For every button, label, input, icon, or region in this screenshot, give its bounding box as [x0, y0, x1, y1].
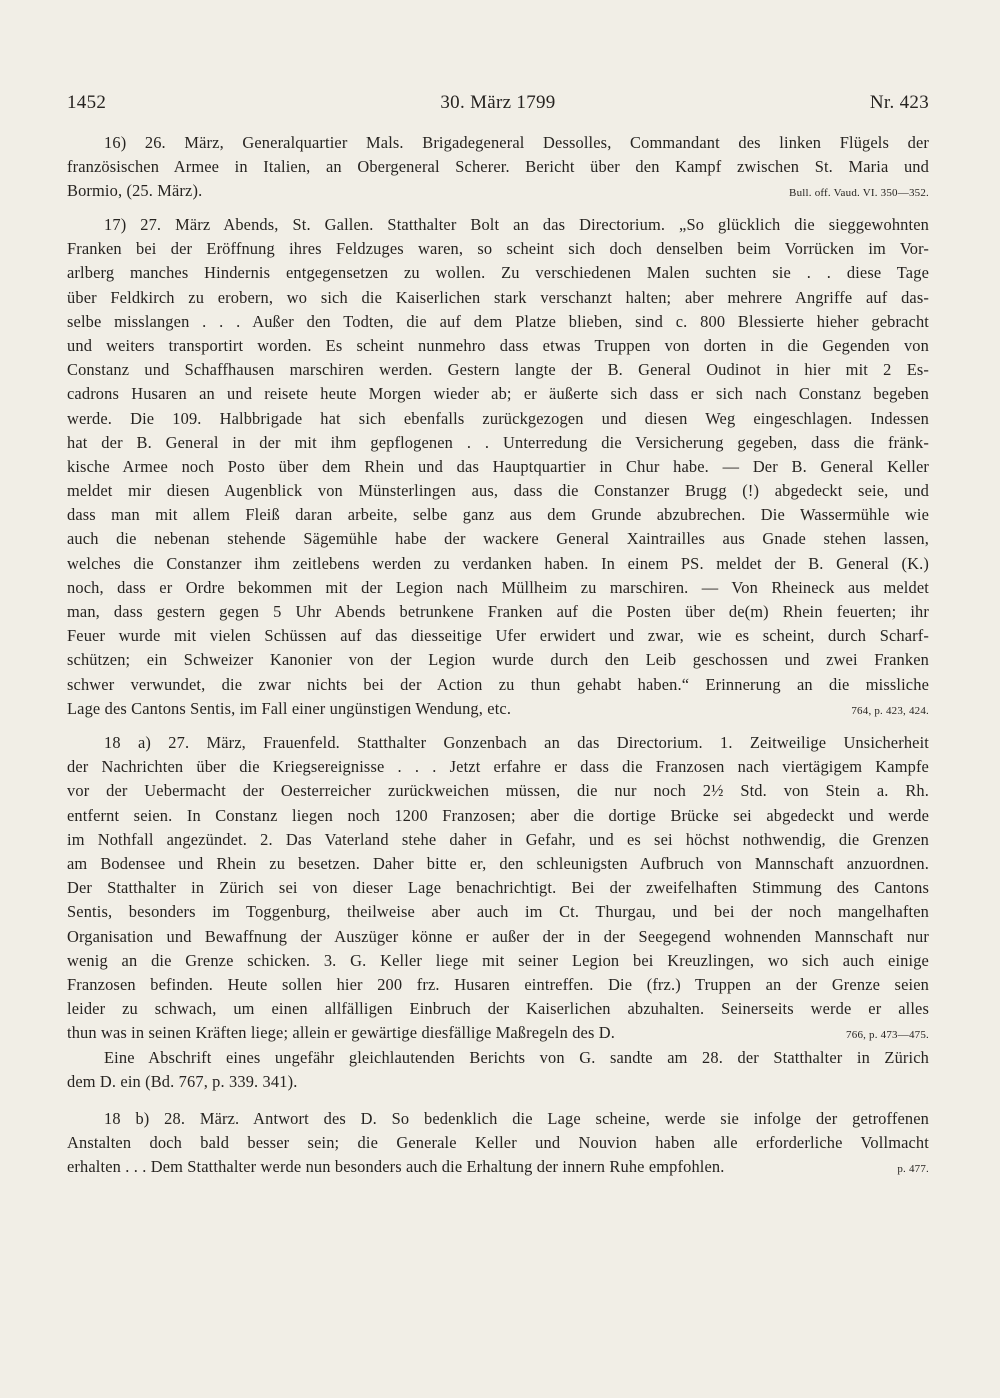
- entry-16: [67, 131, 929, 204]
- text-line: auch die nebenan stehende Sägemühle habe der wackere General Xaintrailles aus Gnade stehen lassen,: [67, 529, 929, 549]
- text-line: 18 b) 28. März. Antwort des D. So bedenklich die Lage scheine, werde sie infolge der getroffenen: [104, 1109, 929, 1128]
- entry-17: [67, 213, 929, 721]
- entry-18a: [67, 731, 929, 1045]
- text-line: meldet mir diesen Augenblick von Münsterlingen aus, dass die Constanzer Brugg (!) abgedeckt seie, und: [67, 481, 929, 501]
- page-header: [67, 92, 929, 122]
- text-line: 17) 27. März Abends, St. Gallen. Statthalter Bolt an das Directorium. „So glücklich die sieggewohnten: [104, 215, 929, 234]
- text-line: thun was in seinen Kräften liege; allein er gewärtige diesfällige Maßregeln des D.: [67, 1023, 615, 1043]
- source-reference: 764, p. 423, 424.: [851, 704, 929, 717]
- text-line: und weiters transportirt worden. Es scheint nunmehro dass etwas Truppen von dorten in die Gegenden von: [67, 335, 929, 355]
- text-line: Anstalten doch bald besser sein; die Generale Keller und Nouvion haben alle erforderliche Vollmacht: [67, 1133, 929, 1153]
- header-date: 30. März 1799: [440, 92, 556, 113]
- text-line: Sentis, besonders im Toggenburg, theilweise aber auch im Ct. Thurgau, und bei der noch mangelhaften: [67, 902, 929, 922]
- text-line-with-reference: [67, 1021, 929, 1045]
- page-number: 1452: [67, 92, 107, 113]
- text-line: erhalten . . . Dem Statthalter werde nun besonders auch die Erhaltung der innern Ruhe empfohlen.: [67, 1157, 725, 1177]
- source-reference: 766, p. 473—475.: [846, 1029, 929, 1042]
- text-line-with-reference: [67, 179, 929, 203]
- text-line: vor der Uebermacht der Oesterreicher zurückweichen müssen, die nur noch 2½ Std. von Stein a. Rh.: [67, 781, 929, 801]
- text-line: Constanz und Schaffhausen marschiren werden. Gestern langte der B. General Oudinot in hier mit 2 Es-: [67, 360, 929, 380]
- note-paragraph: [67, 1046, 929, 1094]
- text-line: schwer verwundet, die zwar nichts bei der Action zu thun gehabt haben.“ Erinnerung an die missliche: [67, 674, 929, 694]
- text-line-with-reference: [67, 697, 929, 721]
- text-line: entfernt seien. In Constanz liegen noch 1200 Franzosen; aber die dortige Brücke sei abgedeckt und werde: [67, 805, 929, 825]
- text-line: schützen; ein Schweizer Kanonier von der Legion wurde durch den Leib geschossen und zwei Franken: [67, 650, 929, 670]
- text-line: 18 a) 27. März, Frauenfeld. Statthalter Gonzenbach an das Directorium. 1. Zeitweilige Unsicherheit: [104, 733, 929, 752]
- text-line: Franzosen befinden. Heute sollen hier 200 frz. Husaren eintreffen. Die (frz.) Truppen an der Grenze seien: [67, 974, 929, 994]
- text-line: Lage des Cantons Sentis, im Fall einer ungünstigen Wendung, etc.: [67, 698, 512, 718]
- text-line: welches die Constanzer ihm zeitlebens werden zu verdanken haben. In einem PS. meldet der B. General (K.): [67, 553, 929, 573]
- text-line: 16) 26. März, Generalquartier Mals. Brigadegeneral Dessolles, Commandant des linken Flügels der: [104, 133, 929, 152]
- text-line: selbe misslangen . . . Außer den Todten, die auf dem Platze blieben, sind c. 800 Blessierte hieher gebracht: [67, 311, 929, 331]
- text-line: kische Armee noch Posto über dem Rhein und das Hauptquartier in Chur habe. — Der B. General Keller: [67, 456, 929, 476]
- text-line: Eine Abschrift eines ungefähr gleichlautenden Berichts von G. sandte am 28. der Statthalter in Zürich: [104, 1048, 929, 1067]
- text-line: im Nothfall angezündet. 2. Das Vaterland stehe daher in Gefahr, und es sei höchst nothwendig, die Grenzen: [67, 829, 929, 849]
- text-line: noch, dass er Ordre bekommen mit der Legion nach Müllheim zu marschiren. — Von Rheineck aus meldet: [67, 577, 929, 597]
- text-line: der Nachrichten über die Kriegsereignisse . . . Jetzt erfahre er dass die Franzosen nach viertägigem Kampfe: [67, 757, 929, 777]
- entry-18b: [67, 1107, 929, 1180]
- text-line: dass man mit allem Fleiß daran arbeite, selbe ganz aus dem Grunde abzubrechen. Die Wassermühle wie: [67, 505, 929, 525]
- text-line-with-reference: [67, 1155, 929, 1179]
- text-line: Bormio, (25. März).: [67, 181, 203, 201]
- text-line: Der Statthalter in Zürich sei von dieser Lage benachrichtigt. Bei der zweifelhaften Stimmung des Cantons: [67, 878, 929, 898]
- text-line: Organisation und Bewaffnung der Auszüger könne er außer der in der Seegegend wohnenden Mannschaft nur: [67, 926, 929, 946]
- text-line: man, dass gestern gegen 5 Uhr Abends betrunkene Franken auf die Posten über de(m) Rhein feuerten; ihr: [67, 602, 929, 621]
- text-line: hat der B. General in der mit ihm gepflogenen . . Unterredung die Versicherung gegeben, dass die fränk-: [67, 432, 929, 452]
- text-line: werde. Die 109. Halbbrigade hat sich ebenfalls zurückgezogen und diesen Weg eingeschlagen. Indessen: [67, 408, 929, 428]
- source-reference: p. 477.: [897, 1163, 929, 1176]
- text-line: dem D. ein (Bd. 767, p. 339. 341).: [67, 1072, 298, 1092]
- text-line: wenig an die Grenze schicken. 3. G. Keller liege mit seiner Legion bei Kreuzlingen, wo sich auch einige: [67, 950, 929, 970]
- text-line: cadrons Husaren an und reisete heute Morgen wieder ab; er äußerte sich dass er sich nach Constanz begeben: [67, 384, 929, 404]
- text-line: Feuer wurde mit vielen Schüssen auf das diesseitige Ufer erwidert und zwar, wie es scheint, durch Scharf-: [67, 626, 929, 646]
- text-line: Franken bei der Eröffnung ihres Feldzuges waren, so scheint sich doch denselben beim Vorrücken im Vor-: [67, 239, 929, 259]
- text-line: französischen Armee in Italien, an Obergeneral Scherer. Bericht über den Kampf zwischen St. Maria und: [67, 157, 929, 177]
- text-line: am Bodensee und Rhein zu besetzen. Daher bitte er, den schleunigsten Aufbruch von Mannschaft anzuordnen.: [67, 853, 929, 873]
- document-number: Nr. 423: [869, 92, 929, 113]
- text-line: leider zu schwach, um einen allfälligen Einbruch der Kaiserlichen abzuhalten. Seinerseits werde er alles: [67, 999, 929, 1019]
- text-line: arlberg manches Hindernis entgegensetzen zu wollen. Zu verschiedenen Malen suchten sie . . diese Tage: [67, 263, 929, 283]
- text-line: über Feldkirch zu erobern, wo sich die Kaiserlichen stark verschanzt halten; aber mehrere Angriffe auf das-: [67, 287, 929, 307]
- source-reference: Bull. off. Vaud. VI. 350—352.: [789, 187, 929, 200]
